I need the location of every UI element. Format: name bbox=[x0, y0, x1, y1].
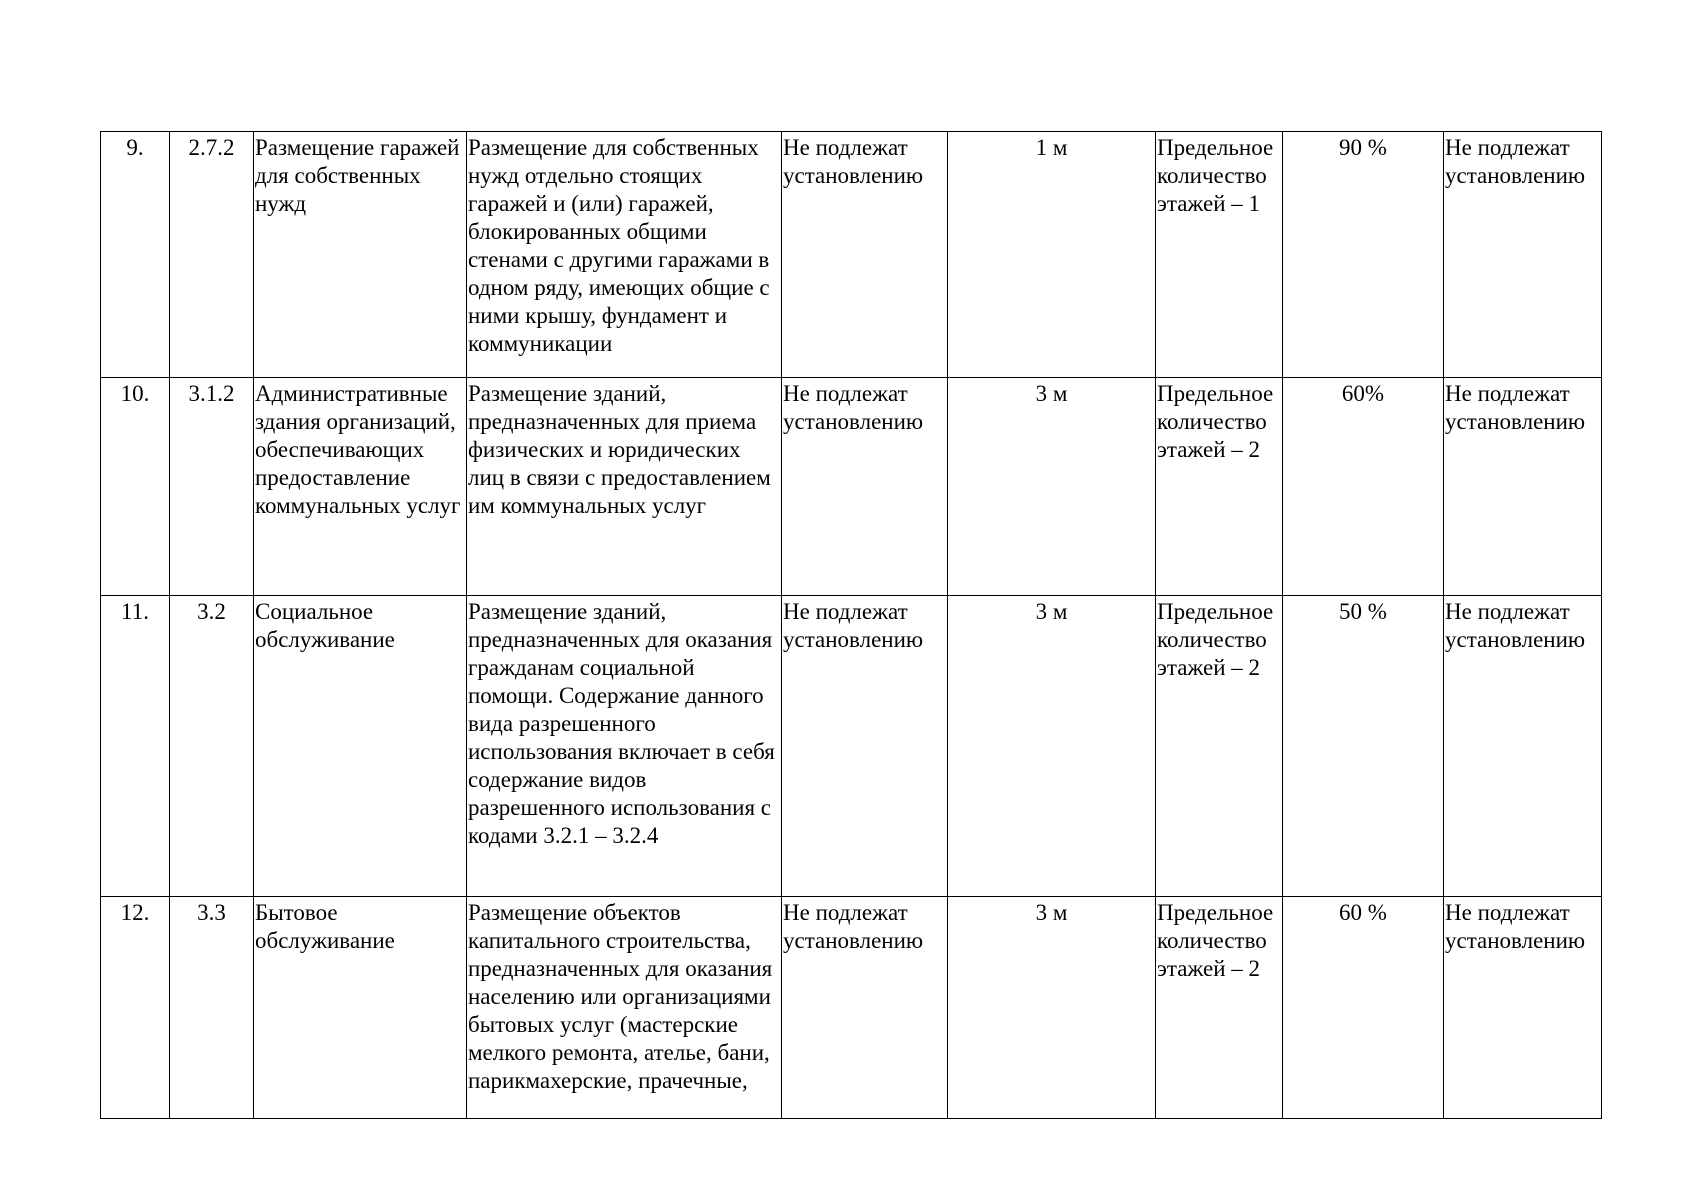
code-cell bbox=[170, 596, 254, 897]
description-cell bbox=[467, 596, 782, 897]
other-params: Не подлежат установлению bbox=[1445, 135, 1586, 188]
other-cell bbox=[1444, 897, 1602, 1119]
floors-cell bbox=[1156, 897, 1283, 1119]
min-setback: 3 м bbox=[1035, 381, 1068, 406]
use-name-cell bbox=[254, 378, 467, 596]
use-description: Размещение объектов капитального строительства, предназначенных для оказания населению или организациями бытовых услуг (мастерские мелкого ремонта, ателье, бани, парикмахерские, прачечные, bbox=[468, 900, 773, 1093]
use-name: Бытовое обслуживание bbox=[255, 900, 395, 953]
row-number-cell bbox=[101, 132, 170, 378]
use-code: 3.3 bbox=[197, 900, 226, 925]
max-floors: Предельное количество этажей – 2 bbox=[1157, 381, 1274, 462]
row-number-cell bbox=[101, 897, 170, 1119]
plot-area-limits: Не подлежат установлению bbox=[783, 900, 924, 953]
table-row bbox=[101, 132, 1602, 378]
use-code: 3.2 bbox=[197, 599, 226, 624]
table-row bbox=[101, 378, 1602, 596]
max-coverage: 90 % bbox=[1339, 135, 1387, 160]
use-name: Социальное обслуживание bbox=[255, 599, 395, 652]
description-cell bbox=[467, 132, 782, 378]
plot-area-limits: Не подлежат установлению bbox=[783, 381, 924, 434]
description-cell bbox=[467, 378, 782, 596]
floors-cell bbox=[1156, 596, 1283, 897]
code-cell bbox=[170, 132, 254, 378]
use-code: 2.7.2 bbox=[188, 135, 235, 160]
floors-cell bbox=[1156, 132, 1283, 378]
row-number: 9. bbox=[126, 135, 144, 160]
row-number-cell bbox=[101, 378, 170, 596]
use-name-cell bbox=[254, 596, 467, 897]
setback-cell bbox=[948, 897, 1156, 1119]
area-cell bbox=[782, 378, 948, 596]
code-cell bbox=[170, 897, 254, 1119]
use-description: Размещение зданий, предназначенных для оказания гражданам социальной помощи. Содержание данного вида разрешенного использования включает в себя содержание видов разрешенного использования с кодами 3.2.1 – 3.2.4 bbox=[468, 599, 775, 848]
use-description: Размещение зданий, предназначенных для приема физических и юридических лиц в связи с предоставлением им коммунальных услуг bbox=[468, 381, 771, 518]
other-cell bbox=[1444, 132, 1602, 378]
setback-cell bbox=[948, 132, 1156, 378]
floors-cell bbox=[1156, 378, 1283, 596]
row-number: 10. bbox=[120, 381, 150, 406]
area-cell bbox=[782, 596, 948, 897]
other-cell bbox=[1444, 596, 1602, 897]
max-floors: Предельное количество этажей – 2 bbox=[1157, 900, 1274, 981]
use-name: Административные здания организаций, обеспечивающих предоставление коммунальных услуг bbox=[255, 381, 461, 518]
max-floors: Предельное количество этажей – 2 bbox=[1157, 599, 1274, 680]
other-cell bbox=[1444, 378, 1602, 596]
row-number: 12. bbox=[120, 900, 150, 925]
other-params: Не подлежат установлению bbox=[1445, 599, 1586, 652]
coverage-cell bbox=[1283, 596, 1444, 897]
coverage-cell bbox=[1283, 132, 1444, 378]
description-cell bbox=[467, 897, 782, 1119]
coverage-cell bbox=[1283, 378, 1444, 596]
max-floors: Предельное количество этажей – 1 bbox=[1157, 135, 1274, 216]
use-name-cell bbox=[254, 132, 467, 378]
min-setback: 3 м bbox=[1035, 900, 1068, 925]
area-cell bbox=[782, 897, 948, 1119]
use-name: Размещение гаражей для собственных нужд bbox=[255, 135, 460, 216]
land-use-table bbox=[100, 131, 1602, 1119]
area-cell bbox=[782, 132, 948, 378]
coverage-cell bbox=[1283, 897, 1444, 1119]
setback-cell bbox=[948, 596, 1156, 897]
table-row bbox=[101, 596, 1602, 897]
min-setback: 3 м bbox=[1035, 599, 1068, 624]
min-setback: 1 м bbox=[1035, 135, 1068, 160]
other-params: Не подлежат установлению bbox=[1445, 381, 1586, 434]
use-code: 3.1.2 bbox=[188, 381, 235, 406]
code-cell bbox=[170, 378, 254, 596]
max-coverage: 60 % bbox=[1339, 900, 1387, 925]
plot-area-limits: Не подлежат установлению bbox=[783, 599, 924, 652]
table-row bbox=[101, 897, 1602, 1119]
row-number-cell bbox=[101, 596, 170, 897]
setback-cell bbox=[948, 378, 1156, 596]
plot-area-limits: Не подлежат установлению bbox=[783, 135, 924, 188]
max-coverage: 50 % bbox=[1339, 599, 1387, 624]
use-description: Размещение для собственных нужд отдельно стоящих гаражей и (или) гаражей, блокированных общими стенами с другими гаражами в одном ряду, имеющих общие с ними крышу, фундамент и коммуникации bbox=[468, 135, 770, 356]
use-name-cell bbox=[254, 897, 467, 1119]
row-number: 11. bbox=[121, 599, 149, 624]
max-coverage: 60% bbox=[1341, 381, 1385, 406]
other-params: Не подлежат установлению bbox=[1445, 900, 1586, 953]
